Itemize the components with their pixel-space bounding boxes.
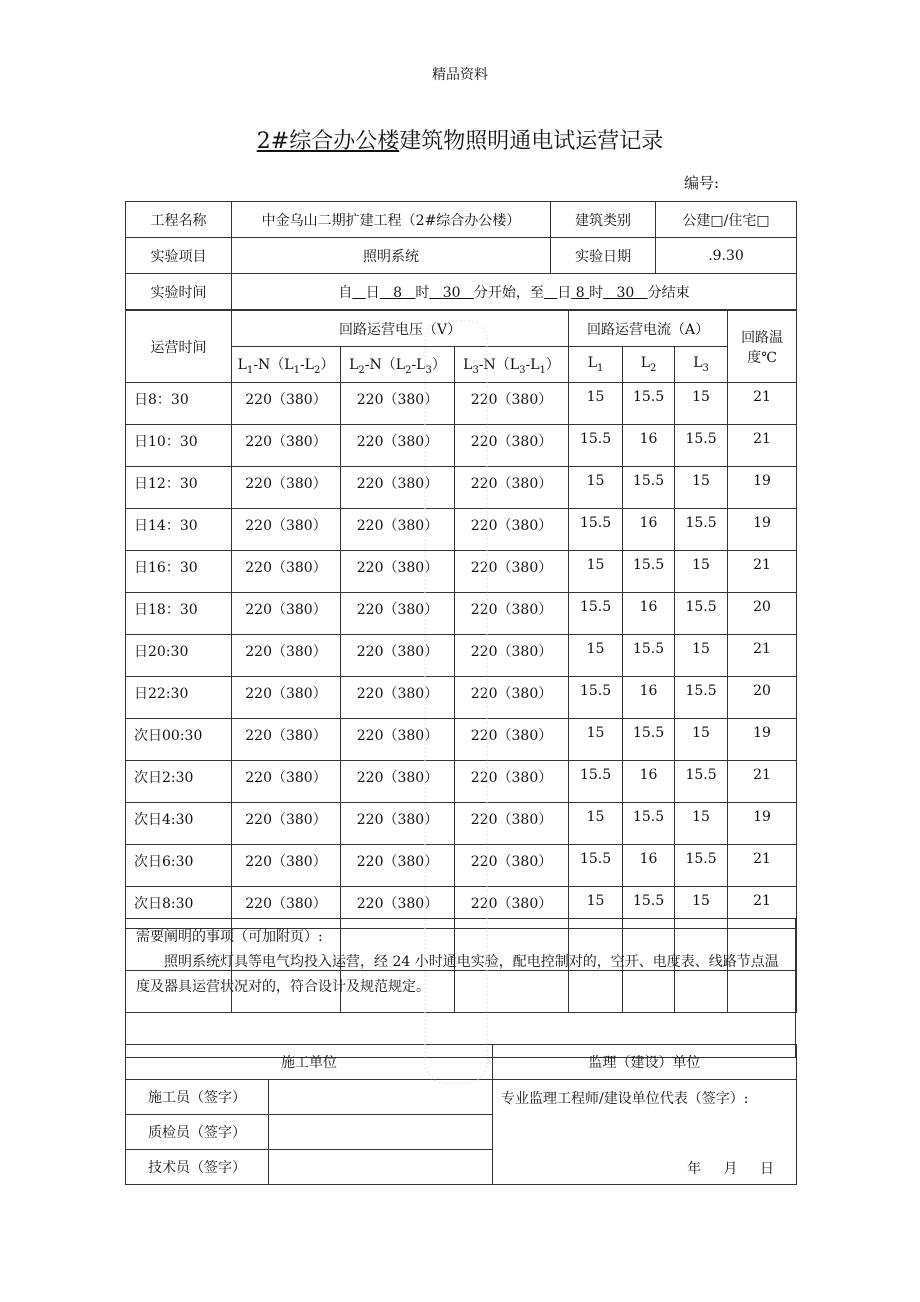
qc-sign-label: 质检员（签字）: [126, 1115, 269, 1150]
time-cell: 次日8:30: [126, 887, 232, 929]
time-label: 实验时间: [126, 274, 232, 310]
value-cell: 19: [728, 467, 797, 509]
item-label: 实验项目: [126, 238, 232, 274]
value-cell: 220（380）: [232, 509, 341, 551]
value-cell: 19: [728, 719, 797, 761]
value-cell: 15.5: [623, 551, 675, 593]
tech-sign-label: 技术员（签字）: [126, 1150, 269, 1185]
construction-unit: 施工单位: [126, 1045, 493, 1080]
time-cell: 次日2:30: [126, 761, 232, 803]
value-cell: 220（380）: [341, 677, 455, 719]
value-cell: 220（380）: [341, 509, 455, 551]
col-l3n: $L_3-N(L_3-L_1)$: [455, 347, 569, 383]
value-cell: 220（380）: [232, 677, 341, 719]
time-cell: 日12：30: [126, 467, 232, 509]
value-cell: 21: [728, 845, 797, 887]
value-cell: 220（380）: [341, 803, 455, 845]
notes-text: 照明系统灯具等电气均投入运营，经 24 小时通电实验，配电控制对的，空开、电度表、线路节点温度及器具运营状况对的，符合设计及规范规定。: [136, 954, 779, 995]
value-cell: 20: [728, 593, 797, 635]
value-cell: 15.5: [675, 425, 728, 467]
value-cell: 19: [728, 509, 797, 551]
worker-sign-label: 施工员（签字）: [126, 1080, 269, 1115]
value-cell: 15.5: [569, 761, 623, 803]
qc-sign-field[interactable]: [269, 1115, 493, 1150]
value-cell: 15.5: [675, 761, 728, 803]
value-cell: 21: [728, 383, 797, 425]
title-building: 2#综合办公楼: [256, 129, 400, 154]
value-cell: 220（380）: [455, 551, 569, 593]
watermark: [424, 320, 488, 1084]
value-cell: 15: [675, 719, 728, 761]
value-cell: 15.5: [569, 677, 623, 719]
value-cell: 15: [569, 635, 623, 677]
time-header: 运营时间: [126, 311, 232, 383]
value-cell: 15: [675, 383, 728, 425]
time-cell: 日18：30: [126, 593, 232, 635]
rep-sign-field[interactable]: [493, 1080, 797, 1185]
project-value: 中金乌山二期扩建工程（2#综合办公楼）: [232, 202, 551, 238]
value-cell: 15: [675, 467, 728, 509]
time-cell: 次日4:30: [126, 803, 232, 845]
value-cell: 15: [569, 383, 623, 425]
value-cell: 220（380）: [455, 677, 569, 719]
time-cell: 日10：30: [126, 425, 232, 467]
value-cell: 19: [728, 803, 797, 845]
notes-label: 需要阐明的事项（可加附页）:: [136, 929, 323, 945]
value-cell: 220（380）: [455, 509, 569, 551]
value-cell: 15.5: [623, 887, 675, 929]
value-cell: 21: [728, 635, 797, 677]
value-cell: 220（380）: [455, 635, 569, 677]
time-cell: 次日6:30: [126, 845, 232, 887]
value-cell: 220（380）: [455, 719, 569, 761]
col-l2n: $L_2-N(L_2-L_3)$: [341, 347, 455, 383]
value-cell: 220（380）: [341, 593, 455, 635]
value-cell: 15: [569, 719, 623, 761]
col-l1: $L_1$: [569, 347, 623, 383]
time-cell: 次日00:30: [126, 719, 232, 761]
time-cell: 日22:30: [126, 677, 232, 719]
value-cell: 220（380）: [455, 803, 569, 845]
number-label: 编号:: [684, 174, 720, 192]
value-cell: 220（380）: [341, 551, 455, 593]
value-cell: 15.5: [569, 593, 623, 635]
value-cell: 21: [728, 761, 797, 803]
info-table: [125, 201, 797, 310]
value-cell: 220（380）: [232, 887, 341, 929]
value-cell: 15: [675, 803, 728, 845]
supervision-unit: 监理（建设）单位: [493, 1045, 797, 1080]
value-cell: 15.5: [623, 719, 675, 761]
value-cell: 15.5: [569, 845, 623, 887]
value-cell: 15: [569, 467, 623, 509]
value-cell: 220（380）: [341, 383, 455, 425]
col-l2: $L_2$: [623, 347, 675, 383]
worker-sign-field[interactable]: [269, 1080, 493, 1115]
value-cell: 15: [569, 887, 623, 929]
value-cell: 15.5: [569, 509, 623, 551]
value-cell: 15.5: [675, 509, 728, 551]
value-cell: 220（380）: [455, 593, 569, 635]
value-cell: 220（380）: [232, 593, 341, 635]
value-cell: 15: [675, 551, 728, 593]
time-value: 自 日 8 时 30 分开始，至 日 8 时 30 分结束: [232, 274, 797, 310]
value-cell: 220（380）: [341, 425, 455, 467]
value-cell: 16: [623, 677, 675, 719]
value-cell: 15.5: [675, 677, 728, 719]
value-cell: 16: [623, 845, 675, 887]
title-rest: 建筑物照明通电试运营记录: [399, 129, 664, 154]
value-cell: 220（380）: [455, 425, 569, 467]
value-cell: 21: [728, 425, 797, 467]
col-l1n: $L_1-N(L_1-L_2)$: [232, 347, 341, 383]
value-cell: 220（380）: [232, 635, 341, 677]
time-cell: 日8：30: [126, 383, 232, 425]
value-cell: 220（380）: [232, 467, 341, 509]
category-label: 建筑类别: [551, 202, 656, 238]
time-cell: 日14：30: [126, 509, 232, 551]
temp-header: 回路温度℃: [728, 311, 797, 383]
page-header: 精品资料: [432, 67, 488, 83]
category-value: 公建□/住宅□: [656, 202, 797, 238]
value-cell: 220（380）: [341, 635, 455, 677]
value-cell: 220（380）: [232, 719, 341, 761]
value-cell: 15.5: [623, 383, 675, 425]
tech-sign-field[interactable]: [269, 1150, 493, 1185]
value-cell: 220（380）: [232, 761, 341, 803]
document-title: [0, 124, 920, 155]
col-l3: $L_3$: [675, 347, 728, 383]
value-cell: 220（380）: [455, 887, 569, 929]
voltage-header: 回路运营电压（V）: [232, 311, 569, 347]
value-cell: 220（380）: [455, 845, 569, 887]
value-cell: 15.5: [623, 803, 675, 845]
value-cell: 15: [569, 551, 623, 593]
value-cell: 220（380）: [341, 719, 455, 761]
value-cell: 16: [623, 509, 675, 551]
time-cell: 日16：30: [126, 551, 232, 593]
value-cell: 15: [569, 803, 623, 845]
value-cell: 220（380）: [455, 467, 569, 509]
date-label: 实验日期: [551, 238, 656, 274]
value-cell: 16: [623, 593, 675, 635]
rep-sign-label: 专业监理工程师/建设单位代表（签字）:: [501, 1091, 749, 1107]
value-cell: 15.5: [569, 425, 623, 467]
time-cell: 日20:30: [126, 635, 232, 677]
value-cell: 220（380）: [341, 845, 455, 887]
value-cell: 220（380）: [455, 761, 569, 803]
date-value: .9.30: [656, 238, 797, 274]
value-cell: 15.5: [675, 845, 728, 887]
value-cell: 15: [675, 887, 728, 929]
value-cell: 220（380）: [232, 845, 341, 887]
value-cell: 220（380）: [232, 383, 341, 425]
value-cell: 15.5: [675, 593, 728, 635]
value-cell: 16: [623, 761, 675, 803]
value-cell: 15: [675, 635, 728, 677]
value-cell: 21: [728, 887, 797, 929]
value-cell: 220（380）: [341, 761, 455, 803]
item-value: 照明系统: [232, 238, 551, 274]
value-cell: 220（380）: [341, 887, 455, 929]
value-cell: 220（380）: [341, 467, 455, 509]
value-cell: 220（380）: [232, 803, 341, 845]
value-cell: 16: [623, 425, 675, 467]
sign-date: 年 月 日: [687, 1161, 774, 1177]
current-header: 回路运营电流（A）: [569, 311, 728, 347]
value-cell: 220（380）: [232, 551, 341, 593]
value-cell: 20: [728, 677, 797, 719]
value-cell: 21: [728, 551, 797, 593]
value-cell: 15.5: [623, 467, 675, 509]
value-cell: 15.5: [623, 635, 675, 677]
value-cell: 220（380）: [455, 383, 569, 425]
value-cell: 220（380）: [232, 425, 341, 467]
project-label: 工程名称: [126, 202, 232, 238]
